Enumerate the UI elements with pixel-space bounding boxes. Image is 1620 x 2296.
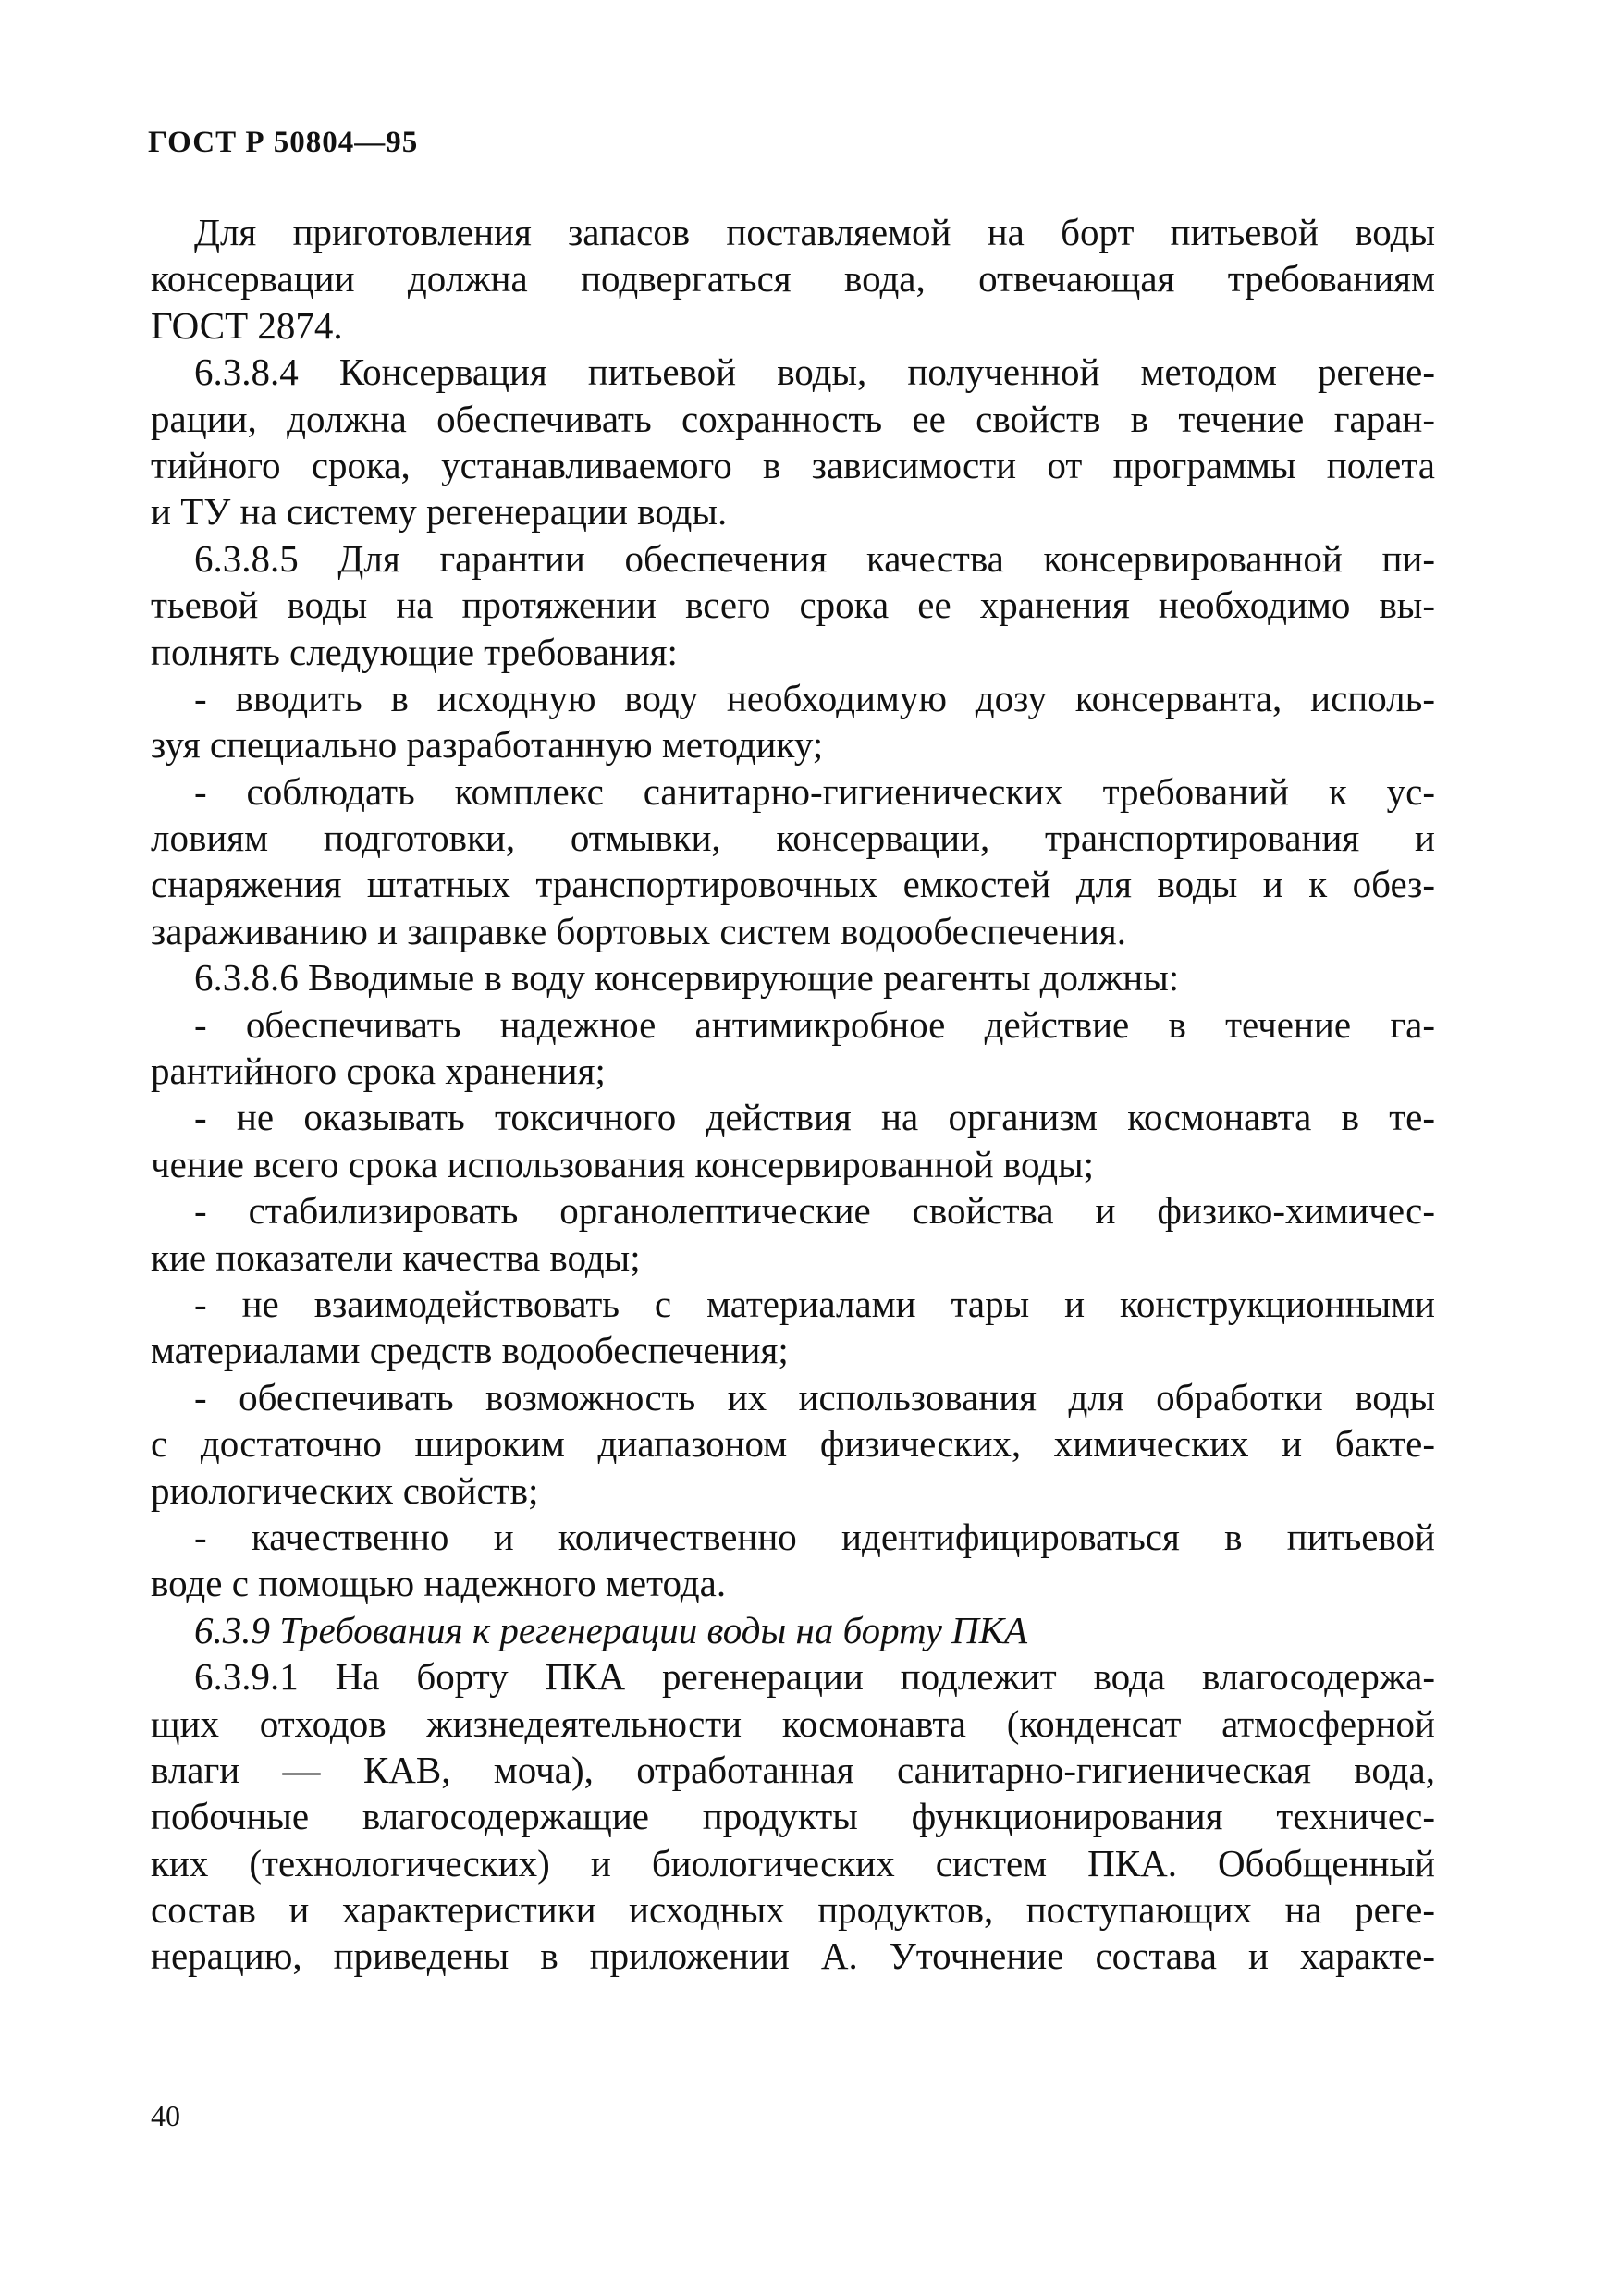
text-line: ловиям подготовки, отмывки, консервации, транспортирования и [151, 816, 1435, 860]
text-line: нерацию, приведены в приложении А. Уточнение состава и характе- [151, 1934, 1435, 1978]
text-line: Для приготовления запасов поставляемой на борт питьевой воды [194, 211, 1435, 253]
text-line: зараживанию и заправке бортовых систем водообеспечения. [151, 909, 1126, 952]
text-line: снаряжения штатных транспортировочных емкостей для воды и к обез- [151, 863, 1435, 906]
text-line: тьевой воды на протяжении всего срока ее хранения необходимо вы- [151, 583, 1435, 627]
page-number: 40 [151, 2099, 180, 2132]
text-line: - обеспечивать возможность их использования для обработки воды [194, 1375, 1435, 1418]
text-line: риологических свойств; [151, 1468, 539, 1512]
text-line: с достаточно широким диапазоном физических, химических и бакте- [151, 1422, 1435, 1466]
text-line: - не взаимодействовать с материалами тары и конструкционными [194, 1282, 1435, 1325]
text-line: побочные влагосодержащие продукты функционирования техничес- [151, 1795, 1435, 1838]
section-heading: 6.3.9 Требования к регенерации воды на борту ПКА [194, 1608, 1028, 1651]
text-line: воде с помощью надежного метода. [151, 1562, 727, 1605]
text-line: материалами средств водообеспечения; [151, 1329, 789, 1372]
text-line: - обеспечивать надежное антимикробное действие в течение га- [194, 1002, 1435, 1046]
text-line: - качественно и количественно идентифицироваться в питьевой [194, 1515, 1435, 1558]
text-line: - стабилизировать органолептические свойства и физико-химичес- [194, 1189, 1435, 1233]
text-line: влаги — КАВ, моча), отработанная санитарно-гигиеническая вода, [151, 1748, 1435, 1791]
text-line: - не оказывать токсичного действия на организм космонавта в те- [194, 1096, 1435, 1139]
text-line: рантийного срока хранения; [151, 1050, 606, 1093]
text-line: и ТУ на систему регенерации воды. [151, 490, 728, 534]
text-line: чение всего срока использования консервированной воды; [151, 1142, 1095, 1185]
text-line: рации, должна обеспечивать сохранность ее свойств в течение гаран- [151, 397, 1435, 440]
text-line: щих отходов жизнедеятельности космонавта (конденсат атмосферной [151, 1701, 1435, 1745]
text-line: 6.3.8.6 Вводимые в воду консервирующие реагенты должны: [194, 956, 1180, 1000]
text-line: 6.3.8.4 Консервация питьевой воды, полученной методом регене- [194, 350, 1435, 394]
document-header: ГОСТ Р 50804—95 [148, 126, 419, 159]
text-line: тийного срока, устанавливаемого в зависимости от программы полета [151, 443, 1435, 486]
text-line: 6.3.8.5 Для гарантии обеспечения качества консервированной пи- [194, 536, 1435, 580]
text-line: консервации должна подвергаться вода, отвечающая требованиям [151, 257, 1435, 301]
text-line: состав и характеристики исходных продуктов, поступающих на реге- [151, 1888, 1435, 1932]
text-line: - вводить в исходную воду необходимую дозу консерванта, исполь- [194, 676, 1435, 719]
text-line: 6.3.9.1 На борту ПКА регенерации подлежит вода влагосодержа- [194, 1655, 1435, 1699]
text-line: ких (технологических) и биологических систем ПКА. Обобщенный [151, 1841, 1435, 1885]
text-line: зуя специально разработанную методику; [151, 723, 824, 767]
text-line: кие показатели качества воды; [151, 1235, 641, 1279]
text-line: - соблюдать комплекс санитарно-гигиенических требований к ус- [194, 769, 1435, 813]
body-text [151, 209, 1435, 1980]
text-line: ГОСТ 2874. [151, 303, 343, 347]
text-line: полнять следующие требования: [151, 630, 678, 673]
